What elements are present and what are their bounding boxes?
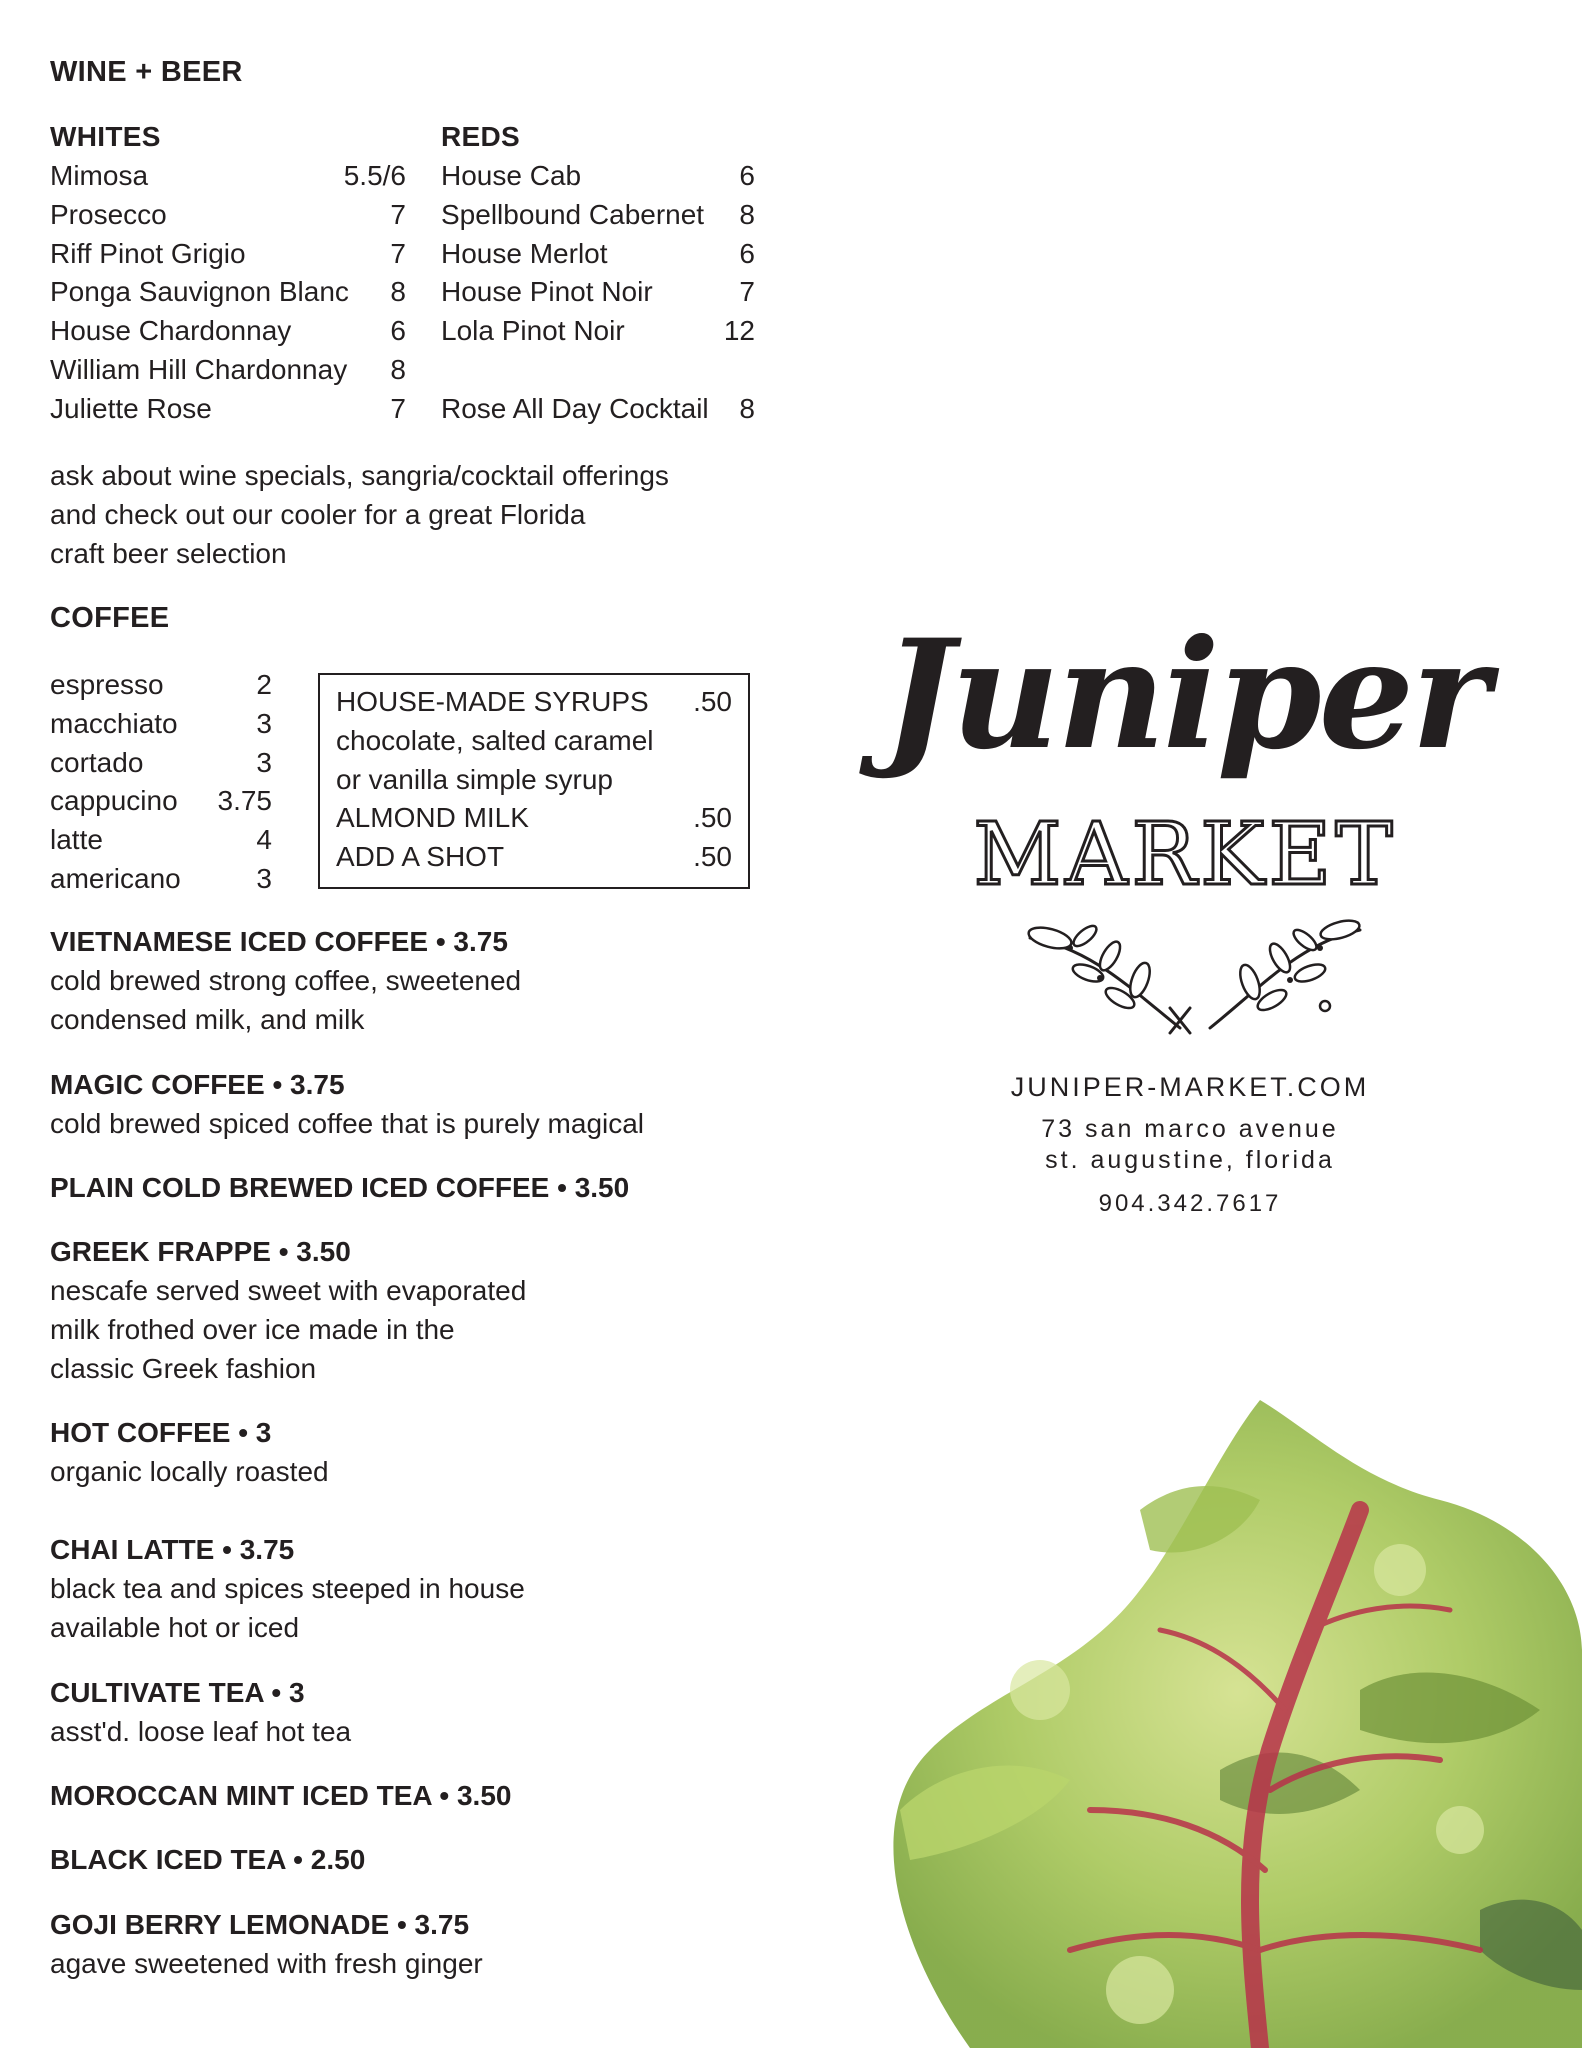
drink-title: GREEK FRAPPE • 3.50 (50, 1236, 351, 1267)
drink-title: PLAIN COLD BREWED ICED COFFEE • 3.50 (50, 1172, 630, 1203)
drink-desc: milk frothed over ice made in the (50, 1314, 455, 1345)
list-item: espresso 2 (50, 669, 272, 700)
drink-title: HOT COFFEE • 3 (50, 1417, 272, 1448)
address-line-1: 73 san marco avenue (1041, 1115, 1339, 1143)
drink-desc: available hot or iced (50, 1612, 300, 1643)
brand-name-market: MARKET (973, 805, 1397, 905)
website: JUNIPER-MARKET.COM (1010, 1072, 1370, 1102)
drink-magic (50, 1066, 644, 1143)
drink-hot-coffee (50, 1414, 329, 1491)
list-item: Juliette Rose 7 (50, 392, 406, 424)
drink-desc: organic locally roasted (50, 1456, 329, 1487)
laurel-sprig-icon (1010, 918, 1380, 1038)
list-item: Ponga Sauvignon Blanc 8 (50, 276, 406, 308)
phone: 904.342.7617 (1098, 1190, 1282, 1217)
drink-goji-lemonade (50, 1906, 483, 1983)
whites-heading: WHITES (50, 121, 161, 152)
whites-list (50, 157, 406, 429)
drink-title: VIETNAMESE ICED COFFEE • 3.75 (50, 926, 508, 957)
drink-chai-latte (50, 1531, 525, 1647)
drink-greek-frappe (50, 1233, 526, 1388)
reds-heading: REDS (441, 121, 520, 152)
drink-plain-cold-brew (50, 1169, 629, 1207)
coffee-list (50, 666, 272, 899)
drink-desc: nescafe served sweet with evaporated (50, 1275, 527, 1306)
drink-desc: agave sweetened with fresh ginger (50, 1948, 483, 1979)
list-item: americano 3 (50, 862, 272, 894)
list-item: House Pinot Noir 7 (441, 276, 755, 308)
drink-desc: condensed milk, and milk (50, 1004, 365, 1035)
drink-vietnamese (50, 923, 521, 1039)
address-line-2: st. augustine, florida (1045, 1146, 1335, 1174)
list-item: Prosecco 7 (50, 198, 406, 230)
wine-note: ask about wine specials, sangria/cocktail offerings and check out our cooler for a great Florida craft beer selection (50, 460, 669, 569)
list-item: William Hill Chardonnay 8 (50, 353, 406, 385)
list-item-cocktail: Rose All Day Cocktail 8 (441, 392, 755, 424)
brand-name-script: Juniper (882, 607, 1488, 783)
watercolor-leaf-illustration (840, 1390, 1582, 2048)
drink-desc: cold brewed spiced coffee that is purely magical (50, 1108, 645, 1139)
drink-title: MAGIC COFFEE • 3.75 (50, 1069, 345, 1100)
drink-desc: classic Greek fashion (50, 1353, 317, 1384)
list-item: latte 4 (50, 824, 272, 856)
list-item: Mimosa 5.5/6 (50, 160, 406, 191)
wine-beer-title: WINE + BEER (50, 56, 243, 88)
list-item: cortado 3 (50, 746, 272, 778)
list-item: House Cab 6 (441, 160, 755, 191)
whites-column (50, 121, 406, 429)
drink-title: GOJI BERRY LEMONADE • 3.75 (50, 1909, 470, 1940)
drink-cultivate-tea (50, 1674, 351, 1751)
list-item: Spellbound Cabernet 8 (441, 198, 755, 230)
addons-box (318, 673, 750, 889)
syrups-row: HOUSE-MADE SYRUPS .50 (336, 686, 732, 717)
reds-column (441, 121, 755, 429)
shot-row: ADD A SHOT .50 (336, 841, 732, 873)
list-item: House Chardonnay 6 (50, 315, 406, 347)
drink-desc: black tea and spices steeped in house (50, 1573, 525, 1604)
address (940, 1114, 1440, 1176)
drink-title: CULTIVATE TEA • 3 (50, 1677, 305, 1708)
list-item: Riff Pinot Grigio 7 (50, 237, 406, 269)
coffee-title: COFFEE (50, 602, 170, 634)
list-item: macchiato 3 (50, 707, 272, 739)
drink-black-iced-tea (50, 1841, 365, 1879)
almond-row: ALMOND MILK .50 (336, 802, 732, 834)
list-item: Lola Pinot Noir 12 (441, 315, 755, 347)
drink-title: BLACK ICED TEA • 2.50 (50, 1844, 366, 1875)
list-item: House Merlot 6 (441, 237, 755, 269)
drink-desc: cold brewed strong coffee, sweetened (50, 965, 522, 996)
drink-title: CHAI LATTE • 3.75 (50, 1534, 295, 1565)
drink-moroccan-mint (50, 1777, 511, 1815)
drink-title: MOROCCAN MINT ICED TEA • 3.50 (50, 1780, 512, 1811)
list-item: cappucino 3.75 (50, 785, 272, 817)
reds-list (441, 157, 755, 429)
syrups-desc-1: chocolate, salted caramel (336, 724, 654, 756)
drink-desc: asst'd. loose leaf hot tea (50, 1716, 352, 1747)
syrups-desc-2: or vanilla simple syrup (336, 763, 613, 795)
